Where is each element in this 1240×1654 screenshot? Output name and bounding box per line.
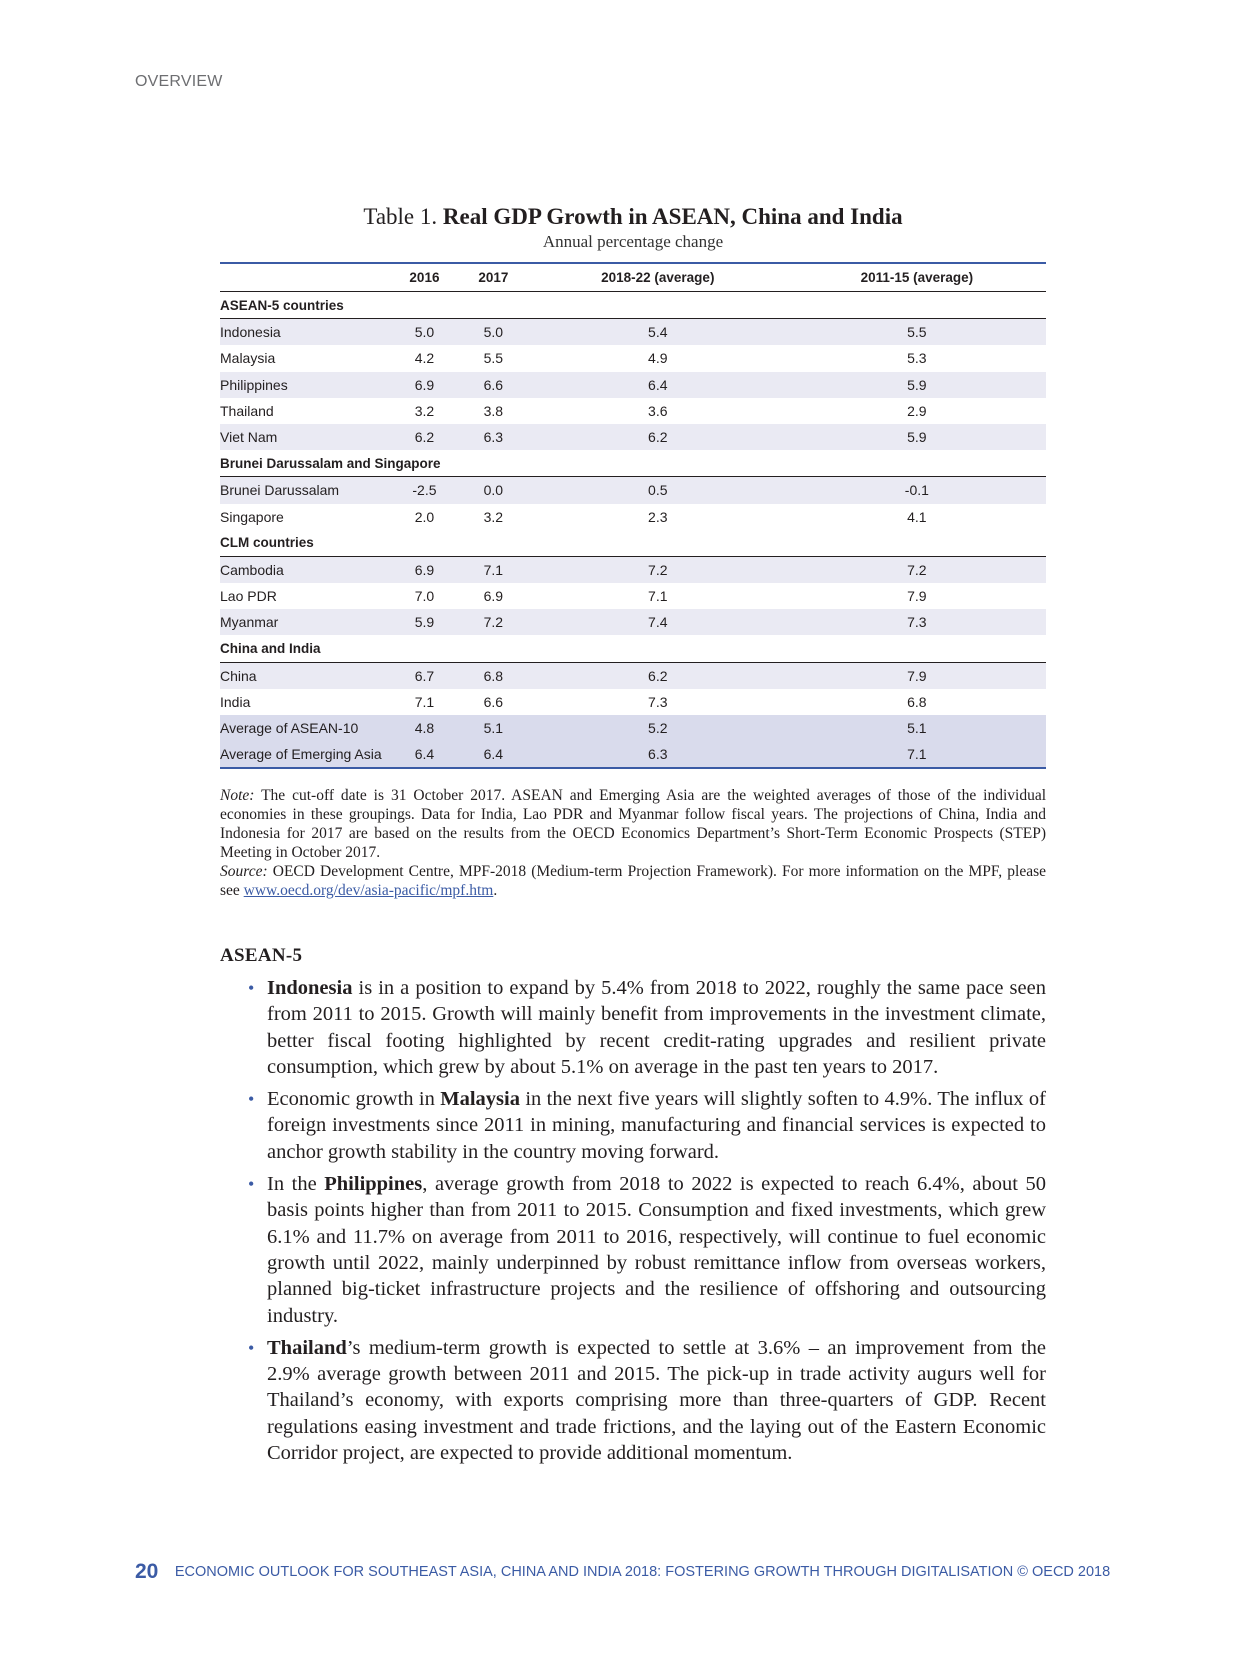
cell: 6.4	[390, 741, 459, 768]
cell: 5.1	[788, 715, 1046, 741]
bullet-text: In the	[267, 1173, 325, 1196]
bullet-text: is in a position to expand by 5.4% from 2018 to 2022, roughly the same pace seen from 2011 to 2015. Growth will mainly benefit from improvements in the investment climate, better fiscal footing highlighted by recent credit-rating upgrades and resilient private consumption, which grew by about 5.1% on average in the past ten years to 2017.	[267, 977, 1046, 1078]
cell: 7.1	[414, 693, 435, 710]
mpf-link[interactable]: www.oecd.org/dev/asia-pacific/mpf.htm	[243, 882, 494, 899]
bullet-icon: •	[248, 1337, 255, 1358]
note-label: Note:	[220, 787, 255, 804]
cell: 6.7	[390, 662, 459, 689]
row-label: Cambodia	[220, 556, 390, 583]
cell: 6.8	[907, 693, 927, 710]
list-item-indonesia	[220, 975, 1046, 1080]
table-row	[220, 477, 1046, 504]
cell: 7.4	[528, 609, 788, 635]
section-label: Brunei Darussalam and Singapore	[220, 450, 1046, 477]
table-title	[220, 203, 1046, 231]
row-label: Brunei Darussalam	[220, 477, 390, 504]
table-row	[220, 345, 1046, 371]
cell: 7.2	[459, 609, 528, 635]
header-2018-22: 2018-22 (average)	[528, 263, 788, 292]
table-row	[220, 424, 1046, 450]
section-heading: ASEAN-5	[220, 945, 303, 966]
gdp-table	[220, 262, 1046, 769]
header-2017: 2017	[459, 263, 528, 292]
table-notes	[220, 786, 1046, 900]
cell: 2.3	[648, 508, 668, 525]
section-label: ASEAN-5 countries	[220, 292, 1046, 319]
cell: 5.9	[390, 609, 459, 635]
page-number: 20	[135, 1560, 159, 1583]
table-number: Table 1.	[363, 204, 438, 229]
table-row	[220, 372, 1046, 398]
cell: 3.2	[414, 402, 435, 419]
row-label: Malaysia	[220, 350, 276, 367]
section-row-brunei-singapore	[220, 450, 1046, 477]
cell: 6.2	[528, 662, 788, 689]
row-label: Viet Nam	[220, 424, 390, 450]
cell: 4.1	[907, 508, 927, 525]
table-subtitle: Annual percentage change	[542, 232, 724, 251]
cell: 5.1	[459, 715, 528, 741]
cell: 2.9	[907, 402, 927, 419]
bullet-list	[220, 975, 1046, 1472]
cell: 6.3	[459, 424, 528, 450]
table-caption	[220, 203, 1046, 253]
table-row	[220, 609, 1046, 635]
cell: 6.6	[459, 372, 528, 398]
source-end: .	[493, 882, 498, 899]
section-row-china-india	[220, 635, 1046, 662]
row-label: Average of ASEAN-10	[220, 715, 390, 741]
cell: -0.1	[788, 477, 1046, 504]
cell: 5.0	[459, 319, 528, 346]
cell: 6.4	[459, 741, 528, 768]
table-title-text: Real GDP Growth in ASEAN, China and India	[442, 204, 903, 229]
running-head: OVERVIEW	[135, 73, 223, 90]
cell: 3.2	[483, 508, 504, 525]
cell: 6.9	[483, 588, 504, 605]
bullet-text: ’s medium-term growth is expected to settle at 3.6% – an improvement from the 2.9% average growth between 2011 and 2015. The pick-up in trade activity augurs well for Thailand’s economy, with exports comprising more than three-quarters of GDP. Recent regulations easing investment and trade frictions, and the laying out of the Eastern Economic Corridor project, are expected to provide additional momentum.	[267, 1336, 1046, 1465]
row-label: Philippines	[220, 372, 390, 398]
cell: 4.9	[648, 350, 668, 367]
row-label: Average of Emerging Asia	[220, 741, 390, 768]
bullet-text: Economic growth in	[267, 1088, 441, 1111]
bullet-icon: •	[248, 1089, 255, 1110]
cell: 7.0	[414, 588, 435, 605]
list-item-malaysia	[220, 1086, 1046, 1165]
cell: 6.6	[483, 693, 504, 710]
note-text: The cut-off date is 31 October 2017. ASEAN and Emerging Asia are the weighted averages of those of the individual economies in these groupings. Data for India, Lao PDR and Myanmar follow fiscal years. The projections of China, India and Indonesia for 2017 are based on the results from the OECD Economics Department’s Short-Term Economic Prospects (STEP) Meeting in October 2017.	[220, 787, 1046, 861]
row-label: Myanmar	[220, 609, 390, 635]
cell: 7.1	[648, 588, 668, 605]
row-label: China	[220, 662, 390, 689]
cell: 6.2	[390, 424, 459, 450]
cell: 6.9	[390, 556, 459, 583]
cell: 7.9	[907, 588, 927, 605]
page-footer	[135, 1560, 1110, 1584]
cell: 7.3	[788, 609, 1046, 635]
cell: 7.1	[788, 741, 1046, 768]
table-row-average	[220, 741, 1046, 768]
cell: 6.8	[459, 662, 528, 689]
table-header-row	[220, 263, 1046, 292]
bullet-icon: •	[248, 978, 255, 998]
table-row	[220, 583, 1046, 609]
bullet-country: Indonesia	[267, 977, 353, 999]
table-row	[220, 319, 1046, 346]
row-label: Lao PDR	[220, 588, 277, 605]
cell: 7.2	[528, 556, 788, 583]
list-item-philippines	[220, 1171, 1046, 1329]
bullet-country: Thailand	[267, 1336, 347, 1359]
list-item-thailand	[220, 1335, 1046, 1466]
cell: 5.3	[907, 350, 927, 367]
cell: 5.9	[788, 424, 1046, 450]
table-row	[220, 556, 1046, 583]
cell: 4.8	[390, 715, 459, 741]
table-row	[220, 662, 1046, 689]
table-row-average	[220, 715, 1046, 741]
bullet-country: Malaysia	[440, 1088, 520, 1111]
cell: 5.5	[483, 350, 504, 367]
bullet-country: Philippines	[324, 1173, 423, 1196]
row-label: Indonesia	[220, 319, 390, 346]
cell: 6.9	[390, 372, 459, 398]
source-label: Source:	[220, 863, 268, 880]
header-2016: 2016	[390, 263, 459, 292]
row-label: Thailand	[220, 402, 274, 419]
source-text: OECD Development Centre, MPF-2018 (Medium-term Projection Framework). For more information on the MPF, please see	[220, 863, 1046, 899]
cell: 7.9	[788, 662, 1046, 689]
cell: 3.8	[483, 402, 504, 419]
cell: 6.3	[528, 741, 788, 768]
cell: 3.6	[648, 402, 668, 419]
section-label: China and India	[220, 635, 1046, 662]
cell: 7.1	[459, 556, 528, 583]
header-2011-15: 2011-15 (average)	[788, 263, 1046, 292]
cell: 0.0	[459, 477, 528, 504]
bullet-icon: •	[248, 1174, 255, 1195]
cell: 5.4	[528, 319, 788, 346]
bullet-text: , average growth from 2018 to 2022 is expected to reach 6.4%, about 50 basis points higher than from 2011 to 2015. Consumption and fixed investments, which grew 6.1% and 11.7% on average from 2011 to 2016, respectively, will continue to fuel economic growth until 2022, mainly underpinned by robust remittance inflow from overseas workers, planned big-ticket infrastructure projects and the resilience of offshoring and outsourcing industry.	[267, 1173, 1046, 1327]
row-label: Singapore	[220, 508, 284, 525]
table-row	[220, 689, 1046, 715]
cell: -2.5	[390, 477, 459, 504]
section-row-clm	[220, 530, 1046, 557]
cell: 6.2	[528, 424, 788, 450]
cell: 4.2	[414, 350, 435, 367]
footer-text: ECONOMIC OUTLOOK FOR SOUTHEAST ASIA, CHINA AND INDIA 2018: FOSTERING GROWTH THROUGH DIGITALISATION © OECD 2018	[174, 1564, 1111, 1580]
cell: 0.5	[528, 477, 788, 504]
cell: 5.0	[390, 319, 459, 346]
cell: 6.4	[528, 372, 788, 398]
cell: 5.2	[528, 715, 788, 741]
bullet-text: in the next five years will slightly soften to 4.9%. The influx of foreign investments since 2011 in mining, manufacturing and financial services is expected to anchor growth stability in the country moving forward.	[267, 1088, 1046, 1163]
table-row	[220, 504, 1046, 530]
cell: 5.5	[788, 319, 1046, 346]
header-label	[220, 263, 390, 292]
cell: 7.2	[788, 556, 1046, 583]
section-row-asean5	[220, 292, 1046, 319]
section-label: CLM countries	[220, 530, 1046, 557]
cell: 2.0	[414, 508, 435, 525]
cell: 5.9	[788, 372, 1046, 398]
cell: 7.3	[648, 693, 668, 710]
table-row	[220, 398, 1046, 424]
row-label: India	[220, 693, 251, 710]
